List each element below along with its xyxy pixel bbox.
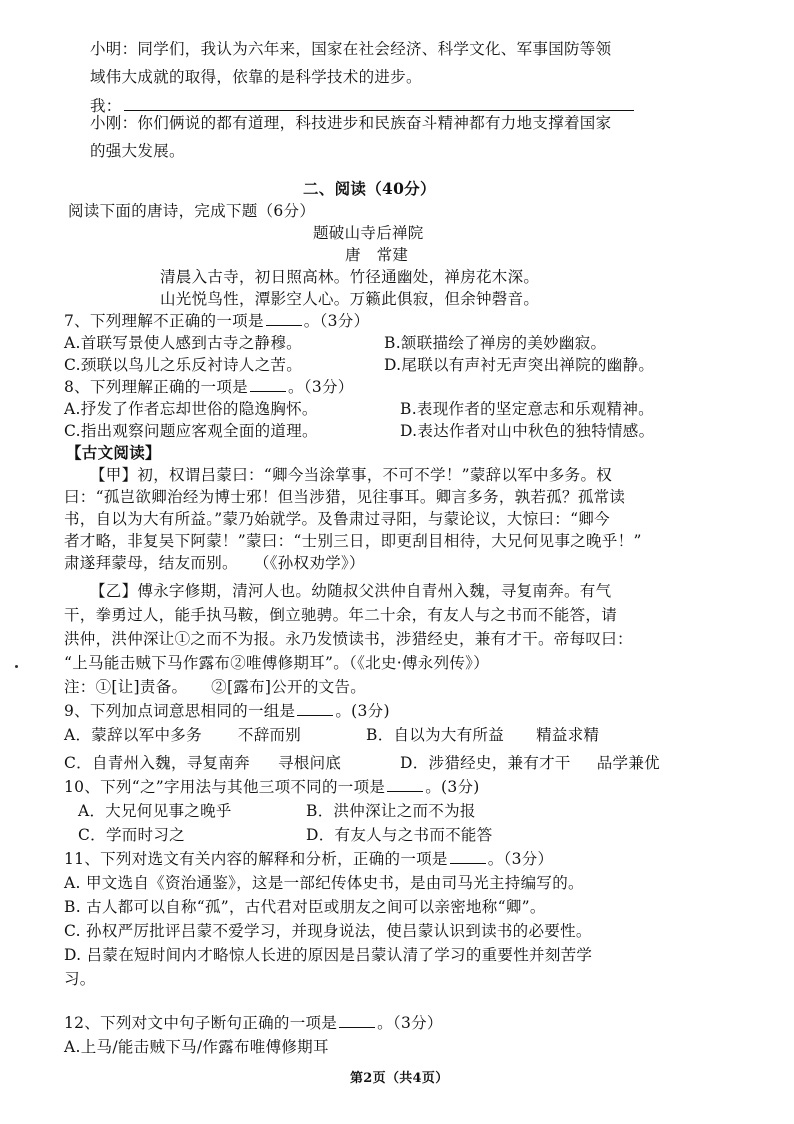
q12-answer-blank[interactable] xyxy=(339,1012,375,1028)
yi-line-3: 洪仲，洪仲深让①之而不为报。永乃发愤读书，涉猎经史，兼有才干。帝每叹曰： xyxy=(64,630,633,648)
q9-option-d-right: 品学兼优 xyxy=(596,754,660,772)
jia-line-5: 肃遂拜蒙母，结友而别。 （《孙权劝学》） xyxy=(64,554,365,572)
poem-line-1: 清晨入古寺，初日照高林。竹径通幽处，禅房花木深。 xyxy=(160,268,540,286)
yi-line-2: 干，拳勇过人，能手执马鞍，倒立驰骋。年二十余，有友人与之书而不能答，请 xyxy=(64,606,618,624)
poem-title: 题破山寺后禅院 xyxy=(313,224,424,242)
q8-option-c[interactable]: C.指出观察问题应客观全面的道理。 xyxy=(64,422,318,440)
jia-line-2: 曰：“孤岂欲卿治经为博士邪！但当涉猎，见往事耳。卿言多务，孰若孤？孤常读 xyxy=(64,488,626,506)
q11-stem-text: 11、下列对选文有关内容的解释和分析，正确的一项是 xyxy=(64,850,448,868)
yi-line-4: “上马能击贼下马作露布②唯傅修期耳”。（《北史·傅永列传》） xyxy=(64,654,490,672)
q10-option-d[interactable]: D．有友人与之书而不能答 xyxy=(306,826,493,844)
q7-stem-text: 7、下列理解不正确的一项是 xyxy=(64,312,264,330)
q10-option-b[interactable]: B．洪仲深让之而不为报 xyxy=(306,802,476,820)
q11-option-d-line-2: 习。 xyxy=(64,970,96,988)
q9-option-b-right: 精益求精 xyxy=(536,726,600,744)
q12-stem-text: 12、下列对文中句子断句正确的一项是 xyxy=(64,1014,338,1032)
scan-speck xyxy=(15,665,18,668)
q7-option-b[interactable]: B.颔联描绘了禅房的美妙幽寂。 xyxy=(384,334,607,352)
q8-option-b[interactable]: B.表现作者的坚定意志和乐观精神。 xyxy=(400,400,654,418)
dialogue-me-label: 我： xyxy=(90,97,122,115)
yi-line-1: 【乙】傅永字修期，清河人也。幼随叔父洪仲自青州入魏，寻复南奔。有气 xyxy=(90,582,612,600)
q9-option-b[interactable] xyxy=(366,724,599,746)
q9-option-c-left: C．自青州入魏，寻复南奔 xyxy=(64,754,250,772)
q8-stem-text: 8、下列理解正确的一项是 xyxy=(64,378,248,396)
q7-score: 。（3分） xyxy=(303,312,370,330)
q7-option-d[interactable]: D.尾联以有声衬无声突出禅院的幽静。 xyxy=(384,356,655,374)
q9-option-a-left: A．蒙辞以军中多务 xyxy=(64,726,202,744)
q10-stem-text: 10、下列“之”字用法与其他三项不同的一项是 xyxy=(64,778,386,796)
jia-line-3: 书，自以为大有所益。”蒙乃始就学。及鲁肃过寻阳，与蒙论议，大惊曰：“卿今 xyxy=(64,510,610,528)
poem-instruction: 阅读下面的唐诗，完成下题（6分） xyxy=(68,202,316,220)
q9-option-a[interactable] xyxy=(64,724,301,746)
q9-score: 。(3分) xyxy=(335,702,390,720)
dialogue-xiaogang-line-1: 小刚：你们俩说的都有道理，科技进步和民族奋斗精神都有力地支撑着国家 xyxy=(90,114,612,132)
q11-answer-blank[interactable] xyxy=(450,848,486,864)
q11-option-d-line-1[interactable]: D. 吕蒙在短时间内才略惊人长进的原因是吕蒙认清了学习的重要性并刻苦学 xyxy=(64,946,593,964)
q9-option-d-left: D．涉猎经史，兼有才干 xyxy=(400,754,571,772)
q8-stem xyxy=(64,376,354,398)
q9-option-a-right: 不辞而别 xyxy=(237,726,302,744)
q9-option-d[interactable] xyxy=(400,752,660,774)
section-title: 二、阅读（40分） xyxy=(303,179,436,198)
q10-score: 。(3分) xyxy=(425,778,480,796)
poem-author: 唐 常建 xyxy=(345,246,409,264)
poem-line-2: 山光悦鸟性，潭影空人心。万籁此俱寂，但余钟磬音。 xyxy=(160,290,540,308)
jia-line-4: 者才略，非复吴下阿蒙！”蒙曰：“士别三日，即更刮目相待，大兄何见事之晚乎！” xyxy=(64,532,642,550)
dialogue-xiaoming-line-1: 小明：同学们，我认为六年来，国家在社会经济、科学文化、军事国防等领 xyxy=(90,40,612,58)
q9-stem-text: 9、下列加点词意思相同的一组是 xyxy=(64,702,296,720)
q12-stem xyxy=(64,1012,443,1034)
answer-blank[interactable] xyxy=(124,94,634,111)
q9-option-c[interactable] xyxy=(64,752,341,774)
q12-score: 。（3分） xyxy=(377,1014,443,1032)
q7-stem xyxy=(64,310,369,332)
q11-option-b[interactable]: B. 古人都可以自称“孤”，古代君对臣或朋友之间可以亲密地称“卿”。 xyxy=(64,898,546,916)
dialogue-xiaogang-line-2: 的强大发展。 xyxy=(90,142,185,160)
q11-option-a[interactable]: A. 甲文选自《资治通鉴》，这是一部纪传体史书，是由司马光主持编写的。 xyxy=(64,874,584,892)
jia-line-1: 【甲】初，权谓吕蒙曰：“卿今当涂掌事，不可不学！”蒙辞以军中多务。权 xyxy=(90,466,613,484)
q9-answer-blank[interactable] xyxy=(297,700,333,716)
q10-option-a[interactable]: A．大兄何见事之晚乎 xyxy=(78,802,232,820)
q7-option-a[interactable]: A.首联写景使人感到古寺之静穆。 xyxy=(64,334,302,352)
q10-answer-blank[interactable] xyxy=(387,776,423,792)
q7-answer-blank[interactable] xyxy=(266,310,302,326)
q9-stem xyxy=(64,700,390,722)
annotation-note: 注：①[让]责备。 ②[露布]公开的文告。 xyxy=(64,678,367,696)
q11-stem xyxy=(64,848,553,870)
q8-option-a[interactable]: A.抒发了作者忘却世俗的隐逸胸怀。 xyxy=(64,400,318,418)
classical-label: 【古文阅读】 xyxy=(66,443,161,462)
dialogue-xiaoming-line-2: 域伟大成就的取得，依靠的是科学技术的进步。 xyxy=(90,68,422,86)
q11-option-c[interactable]: C. 孙权严厉批评吕蒙不爱学习，并现身说法，使吕蒙认识到读书的必要性。 xyxy=(64,922,592,940)
q7-option-c[interactable]: C.颈联以鸟儿之乐反衬诗人之苦。 xyxy=(64,356,303,374)
q8-option-d[interactable]: D.表达作者对山中秋色的独特情感。 xyxy=(400,422,655,440)
q10-option-c[interactable]: C．学而时习之 xyxy=(78,826,185,844)
q8-score: 。（3分） xyxy=(287,378,354,396)
q12-option-a[interactable]: A.上马/能击贼下马/作露布唯傅修期耳 xyxy=(64,1038,329,1056)
page-number: 第2页（共4页） xyxy=(350,1071,449,1086)
q9-option-c-right: 寻根问底 xyxy=(277,754,342,772)
q10-stem xyxy=(64,776,480,798)
q8-answer-blank[interactable] xyxy=(250,376,286,392)
q9-option-b-left: B．自以为大有所益 xyxy=(366,726,505,744)
q11-score: 。（3分） xyxy=(487,850,554,868)
